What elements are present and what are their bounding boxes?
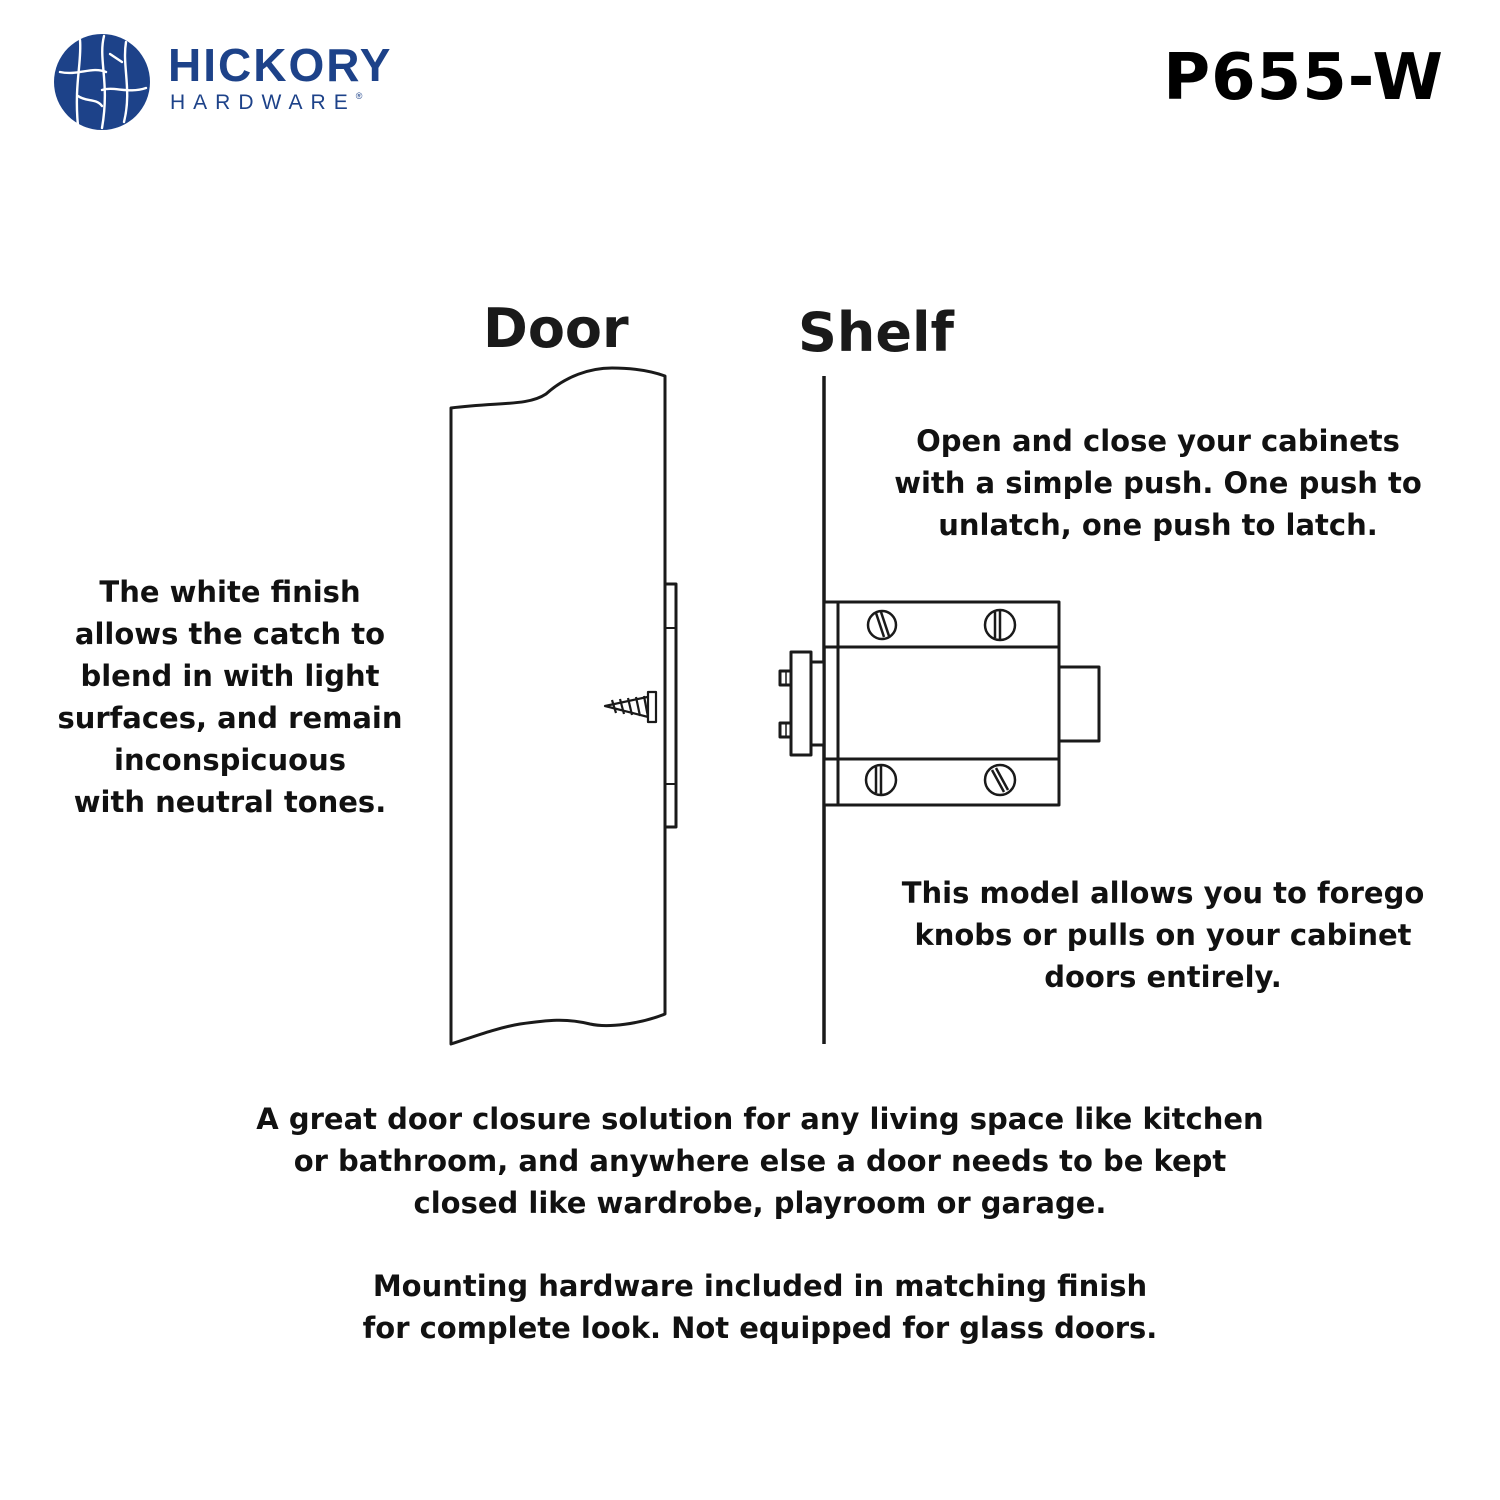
push-note-line: unlatch, one push to latch. — [938, 508, 1378, 542]
registered-mark: ® — [355, 91, 363, 101]
flange-screw-icon — [985, 765, 1015, 795]
push-note — [868, 420, 1448, 546]
mounting-note-line: Mounting hardware included in matching finish — [372, 1269, 1148, 1303]
uses-note-line: or bathroom, and anywhere else a door needs to be kept — [293, 1144, 1227, 1178]
brand-name: HICKORY — [168, 39, 393, 91]
door-screw-icon — [605, 692, 656, 722]
model-number: P655-W — [1163, 41, 1444, 115]
mounting-note-line: for complete look. Not equipped for glass doors. — [362, 1311, 1158, 1345]
push-note-line: with a simple push. One push to — [894, 466, 1422, 500]
finish-note-line: blend in with light — [80, 659, 380, 693]
finish-note-line: inconspicuous — [114, 743, 346, 777]
finish-note-line: with neutral tones. — [73, 785, 387, 819]
finish-note-line: The white finish — [99, 575, 361, 609]
push-note-line: Open and close your cabinets — [916, 424, 1400, 458]
uses-note — [150, 1098, 1370, 1224]
knobs-note — [878, 872, 1448, 998]
strike-plate — [665, 584, 676, 827]
knobs-note-line: knobs or pulls on your cabinet — [914, 918, 1412, 952]
flange-screw-icon — [985, 610, 1015, 640]
finish-note — [30, 571, 430, 823]
push-latch — [780, 602, 1099, 805]
shelf-label: Shelf — [798, 301, 954, 364]
brand-subtitle-text: HARDWARE — [170, 91, 356, 114]
uses-note-line: closed like wardrobe, playroom or garage. — [413, 1186, 1107, 1220]
uses-note-line: A great door closure solution for any living space like kitchen — [256, 1102, 1264, 1136]
finish-note-line: surfaces, and remain — [57, 701, 403, 735]
flange-screw-icon — [866, 765, 896, 795]
knobs-note-line: doors entirely. — [1044, 960, 1282, 994]
door-label: Door — [483, 297, 629, 360]
knobs-note-line: This model allows you to forego — [901, 876, 1425, 910]
finish-note-line: allows the catch to — [74, 617, 386, 651]
flange-screw-icon — [868, 611, 896, 639]
mounting-note — [150, 1265, 1370, 1349]
